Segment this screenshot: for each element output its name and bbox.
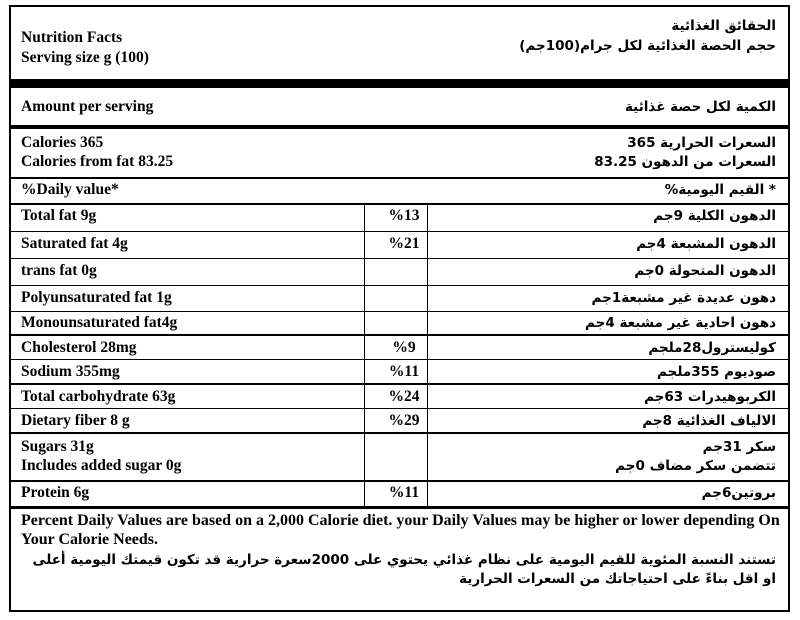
footnote-en: Percent Daily Values are based on a 2,000 Calorie diet. your Daily Values may be higher or lower depending On Your Calorie Needs. xyxy=(21,512,780,548)
nutrient-percent: %24 xyxy=(388,388,420,405)
nutrient-name-ar: كوليسترول28ملجم xyxy=(648,340,776,356)
title-en: Nutrition Facts xyxy=(21,29,123,46)
nutrient-name-ar: الدهون المشبعة 4جم xyxy=(636,236,776,252)
nutrient-name-en: Dietary fiber 8 g xyxy=(21,412,130,429)
sugars-en: Sugars 31g xyxy=(21,438,94,455)
footnote-ar: تستند النسبة المئوية للقيم اليومية على نظام غذائي يحتوي على 2000سعرة حرارية قد تكون قيمتك اليومية أعلى او اقل بناءً على احتياجاتك من السعرات الحرارية xyxy=(32,552,776,587)
row-divider xyxy=(11,258,788,259)
serving-size-en: Serving size g (100) xyxy=(21,49,149,66)
row-divider xyxy=(11,334,788,336)
divider xyxy=(11,203,788,205)
column-divider xyxy=(427,203,428,506)
nutrient-percent: %9 xyxy=(392,339,416,356)
nutrient-percent: %21 xyxy=(388,235,420,252)
row-divider xyxy=(11,408,788,409)
protein-percent: %11 xyxy=(388,484,420,501)
nutrient-name-ar: صوديوم 355ملجم xyxy=(657,364,776,380)
nutrient-name-ar: الالياف الغذائية 8جم xyxy=(642,413,776,429)
protein-en: Protein 6g xyxy=(21,484,90,501)
amount-per-serving-en: Amount per serving xyxy=(21,98,154,115)
nutrient-percent: %29 xyxy=(388,412,420,429)
column-divider xyxy=(364,203,365,506)
calories-en: Calories 365 xyxy=(21,134,104,151)
nutrient-name-en: Polyunsaturated fat 1g xyxy=(21,289,172,306)
title-ar: الحقائق الغذائية xyxy=(671,18,776,34)
row-divider xyxy=(11,311,788,312)
sugars-ar: سكر 31جم xyxy=(702,439,776,455)
nutrient-name-en: Total carbohydrate 63g xyxy=(21,388,176,405)
row-divider xyxy=(11,432,788,434)
calories-from-fat-ar: السعرات من الدهون 83.25 xyxy=(594,154,776,170)
serving-size-ar: حجم الحصة الغذائية لكل جرام(100جم) xyxy=(519,38,776,54)
daily-value-header-en: %Daily value* xyxy=(21,181,119,198)
calories-from-fat-en: Calories from fat 83.25 xyxy=(21,153,174,170)
added-sugar-en: Includes added sugar 0g xyxy=(21,457,182,474)
row-divider xyxy=(11,480,788,482)
row-divider xyxy=(11,383,788,385)
nutrition-label xyxy=(9,5,790,612)
nutrient-name-en: Monounsaturated fat4g xyxy=(21,314,178,331)
nutrient-name-ar: دهون عديدة غير مشبعة1جم xyxy=(591,290,776,306)
amount-per-serving-ar: الكمية لكل حصة غذائية xyxy=(625,99,776,115)
nutrient-name-ar: الكربوهيدرات 63جم xyxy=(644,389,776,405)
thick-divider-bottom xyxy=(11,506,788,509)
divider xyxy=(11,177,788,179)
daily-value-header-ar: * القيم اليومية% xyxy=(664,182,776,198)
row-divider xyxy=(11,231,788,232)
protein-ar: بروتين6جم xyxy=(701,485,776,501)
row-divider xyxy=(11,285,788,286)
nutrient-name-en: trans fat 0g xyxy=(21,262,97,279)
nutrient-percent: %13 xyxy=(388,207,420,224)
calories-ar: السعرات الحرارية 365 xyxy=(627,135,776,151)
nutrient-name-en: Cholesterol 28mg xyxy=(21,339,137,356)
nutrient-name-ar: الدهون المتحولة 0جم xyxy=(634,263,776,279)
nutrient-name-ar: الدهون الكلية 9جم xyxy=(653,208,776,224)
nutrient-name-en: Saturated fat 4g xyxy=(21,235,128,252)
nutrient-name-ar: دهون احادية غير مشبعة 4جم xyxy=(585,315,776,331)
added-sugar-ar: تتضمن سكر مضاف 0جم xyxy=(615,458,776,474)
row-divider xyxy=(11,359,788,360)
nutrient-percent: %11 xyxy=(388,363,420,380)
nutrient-name-en: Sodium 355mg xyxy=(21,363,120,380)
medium-divider xyxy=(11,125,788,129)
thick-divider-top xyxy=(11,79,788,88)
nutrient-name-en: Total fat 9g xyxy=(21,207,97,224)
